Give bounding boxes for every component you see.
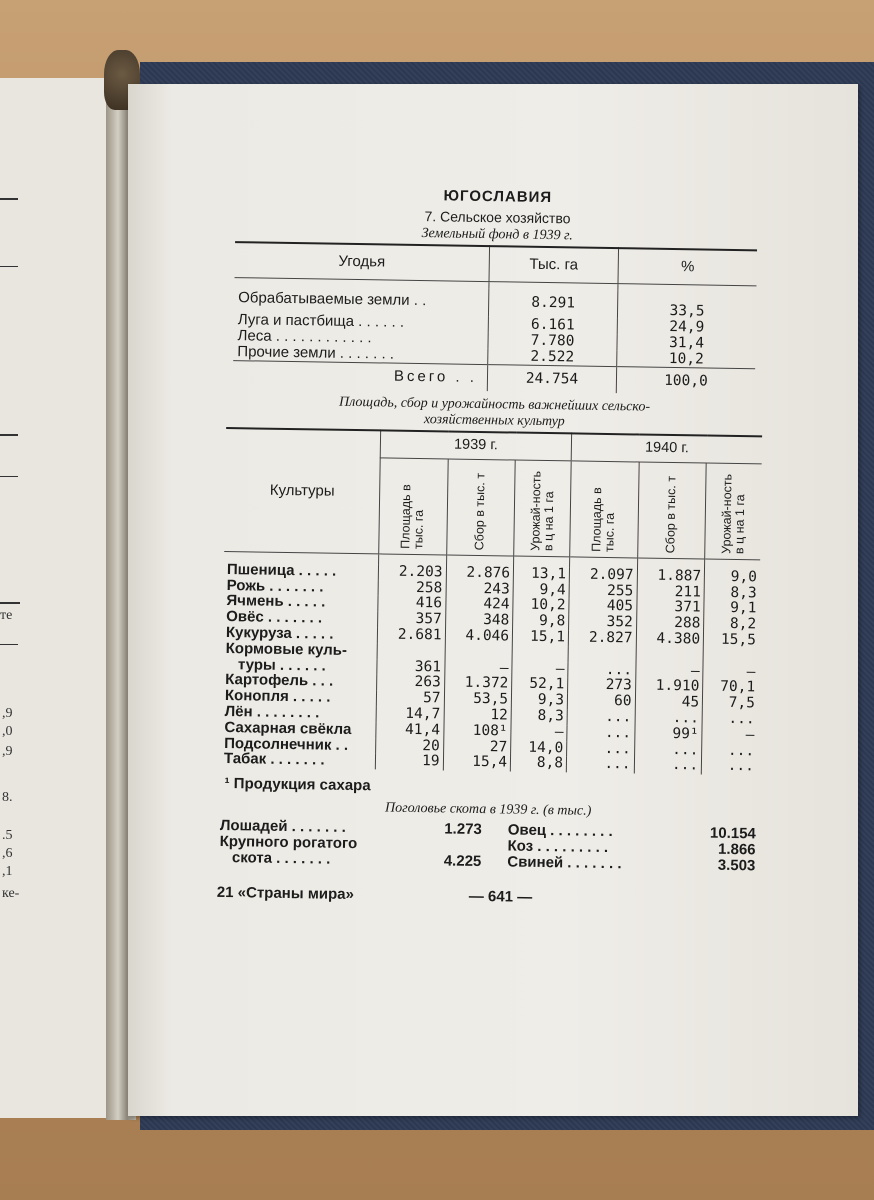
crop-cell-y39: — [511,724,567,741]
left-page-rule [0,644,18,645]
livestock-value: 10.154 [709,824,756,843]
left-page-fragment: ке- [2,886,20,901]
footer-book-title: 21 «Страны мира» [216,884,355,904]
crop-cell-y39: 15,1 [512,630,568,647]
crop-cell-y39: 9,3 [511,693,567,710]
crop-name: Овёс . . . . . . . [226,608,323,627]
livestock-value: 4.225 [443,852,482,871]
left-page-rule [0,198,18,200]
crop-cell-h40: 45 [635,695,703,712]
land-fund-total-percent: 100,0 [616,367,755,396]
crop-cell-a40: 273 [568,678,636,695]
crop-name: Кормовые куль- [225,639,348,659]
land-fund-header-category: Угодья [338,252,386,271]
crop-name: туры . . . . . . [225,655,326,675]
left-page-fragment: .5 [2,828,13,843]
land-fund-row-percent: 31,4 [617,334,756,352]
livestock-name: Лошадей . . . . . . . [219,817,347,837]
crop-name: Кукуруза . . . . . [225,624,334,643]
livestock-name: Крупного рогатого [219,833,358,853]
crop-cell-a39: 20 [376,738,444,755]
crop-cell-y39 [512,645,568,662]
crop-cell-a40: 2.827 [568,630,636,647]
crop-cell-y40: 70,1 [703,680,759,697]
livestock-value: 1.866 [717,840,756,859]
crop-cell-h40: 4.380 [636,631,704,648]
crop-cell-a39: 416 [378,596,446,613]
livestock-table [217,818,758,874]
crop-cell-a40: 60 [567,694,635,711]
crop-cell-y39: — [512,661,568,678]
crop-cell-a39 [377,643,445,660]
crops-title-line2: хозяйственных культур [423,412,565,430]
crops-header-area-1939: Площадь в тыс. га [379,458,448,555]
crop-cell-y40: ... [702,743,758,760]
crop-cell-y40: ... [702,759,758,776]
land-fund-row-percent: 33,5 [617,290,756,320]
crop-cell-y40: 8,2 [704,617,760,634]
left-page-fragment: 8. [2,790,13,805]
crop-cell-y39: 14,0 [511,740,567,757]
left-page-fragment: ,9 [2,706,13,721]
crop-cell-h40: — [635,663,703,680]
livestock-name: Коз . . . . . . . . . [507,837,609,857]
left-page-rule [0,434,18,436]
crop-cell-h40: 288 [636,616,704,633]
crop-cell-h39: 2.876 [446,565,514,582]
land-fund-row-area: 6.161 [488,316,617,334]
left-page-fragment: ,9 [2,744,13,759]
crops-header-harvest-1939: Сбор в тыс. т [446,459,515,556]
crop-cell-h39: 108¹ [443,723,511,740]
land-fund-table [233,241,757,395]
crop-cell-a39: 357 [378,612,446,629]
crop-cell-a39: 14,7 [376,706,444,723]
crop-name: Табак . . . . . . . [223,750,325,769]
crop-cell-y40: 9,0 [704,569,760,586]
land-fund-row-name: Обрабатываемые земли . . [238,289,427,310]
crop-cell-y40 [703,648,759,665]
footnote: ¹ Продукция сахара [224,775,371,795]
land-fund-row-name: Прочие земли . . . . . . . [237,343,395,363]
crop-cell-y40: 9,1 [704,601,760,618]
crop-cell-y40: 15,5 [704,633,760,650]
crops-header-area-1940: Площадь в тыс. га [570,461,639,558]
crop-cell-a40: 255 [569,583,637,600]
land-fund-row-percent: 24,9 [617,318,756,336]
crop-cell-a39: 258 [378,580,446,597]
crop-cell-y39: 8,8 [510,756,566,773]
land-fund-row-area: 7.780 [488,332,617,350]
land-fund-row-name: Леса . . . . . . . . . . . . [237,327,372,347]
crop-cell-h39: 1.372 [444,676,512,693]
left-page-fragment: ,1 [2,864,13,879]
crop-cell-a39: 57 [376,691,444,708]
left-page-fragment: те [0,608,13,623]
crop-cell-h40: ... [634,742,702,759]
crop-cell-a40: ... [568,662,636,679]
crop-cell-a40: ... [567,709,635,726]
page-footer [217,884,757,912]
crop-cell-a40: ... [566,757,634,774]
crop-cell-y39: 10,2 [513,598,569,615]
left-page-rule [0,266,18,267]
left-page-rule [0,476,18,477]
crop-name: Картофель . . . [225,671,334,691]
crop-cell-y39: 8,3 [511,708,567,725]
crop-cell-h39: 27 [443,739,511,756]
crop-cell-a40: 405 [569,599,637,616]
crop-cell-y39: 9,4 [513,582,569,599]
livestock-value: 3.503 [717,856,756,875]
crop-name: Конопля . . . . . [224,687,331,706]
crop-name: Лён . . . . . . . . [224,702,320,722]
crop-name: Подсолнечник . . [224,734,349,754]
crop-cell-h39: 4.046 [445,628,513,645]
crop-cell-h40: 211 [637,584,705,601]
crop-cell-h39: 348 [445,613,513,630]
land-fund-row-percent: 10,2 [617,350,756,369]
country-title: ЮГОСЛАВИЯ [443,187,553,207]
crop-cell-h39: 12 [444,707,512,724]
livestock-name: Овец . . . . . . . . [507,821,613,841]
crop-cell-y39: 52,1 [512,677,568,694]
page-number: — 641 — [468,888,533,907]
crop-cell-h39: 53,5 [444,692,512,709]
left-page-fragment: ,0 [2,724,13,739]
livestock-value: 1.273 [444,820,482,839]
crops-header-year1939: 1939 г. [380,430,571,460]
crop-cell-a40: ... [567,741,635,758]
crop-cell-h39: 243 [446,581,514,598]
crop-name: Пшеница . . . . . [226,560,337,580]
livestock-value [419,837,483,854]
crop-cell-a39: 263 [377,675,445,692]
land-fund-header-percent: % [618,248,757,286]
crop-cell-a39: 361 [377,659,445,676]
livestock-name: Свиней . . . . . . . [507,853,622,873]
crop-cell-h40: 1.910 [635,679,703,696]
left-page-fragment: ,6 [2,846,13,861]
crop-name: Ячмень . . . . . [226,592,326,611]
crop-cell-h40: 99¹ [634,726,702,743]
land-fund-title: Земельный фонд в 1939 г. [421,226,573,244]
land-fund-row-name: Луга и пастбища . . . . . . [237,311,405,331]
crops-header-yield-1940: Урожай-ность в ц на 1 га [705,463,762,560]
crop-cell-a40: 2.097 [569,567,637,584]
crop-cell-h40 [636,647,704,664]
crop-cell-h40: ... [634,758,702,775]
crop-cell-a40: ... [567,725,635,742]
page-content [217,184,768,913]
crop-cell-y40: ... [702,711,758,728]
land-fund-row-area: 2.522 [488,348,617,367]
crop-cell-a40 [568,646,636,663]
land-fund-row-area: 8.291 [488,288,617,318]
crop-cell-h39: — [444,660,512,677]
right-page [128,84,858,1116]
section-title: 7. Сельское хозяйство [424,208,571,227]
crop-cell-a39: 2.203 [378,564,446,581]
crop-cell-h40: 371 [636,600,704,617]
crop-cell-a39: 2.681 [377,627,445,644]
left-page-rule [0,602,20,604]
crops-header-yield-1939: Урожай-ность в ц на 1 га [514,460,571,557]
crop-cell-a39: 19 [375,754,443,771]
crop-cell-y40: 8,3 [704,585,760,602]
land-fund-total-area: 24.754 [487,365,616,394]
crop-cell-y40: 7,5 [703,696,759,713]
livestock-title: Поголовье скота в 1939 г. (в тыс.) [384,800,592,819]
crop-cell-y40: — [703,664,759,681]
crop-cell-h40: 1.887 [637,568,705,585]
crops-table [221,427,762,776]
crop-cell-y39: 13,1 [513,566,569,583]
crops-header-crop: Культуры [269,481,335,500]
land-fund-header-area: Тыс. га [489,246,619,284]
crop-cell-a39: 41,4 [376,722,444,739]
crop-cell-h39: 424 [445,597,513,614]
crop-cell-h40: ... [635,710,703,727]
crop-cell-a40: 352 [569,615,637,632]
crop-cell-y40: — [702,727,758,744]
crop-cell-h39: 15,4 [443,755,511,772]
crops-title-line1: Площадь, сбор и урожайность важнейших сельско- [338,394,651,415]
crop-cell-y39: 9,8 [513,614,569,631]
land-fund-total-name: Всего . . [393,367,478,386]
livestock-name: скота . . . . . . . [219,849,331,868]
crops-header-harvest-1940: Сбор в тыс. т [637,462,706,559]
crop-name: Рожь . . . . . . . [226,576,324,596]
crops-header-year1940: 1940 г. [571,433,762,463]
crop-cell-h39 [445,644,513,661]
crop-name: Сахарная свёкла [224,718,352,738]
